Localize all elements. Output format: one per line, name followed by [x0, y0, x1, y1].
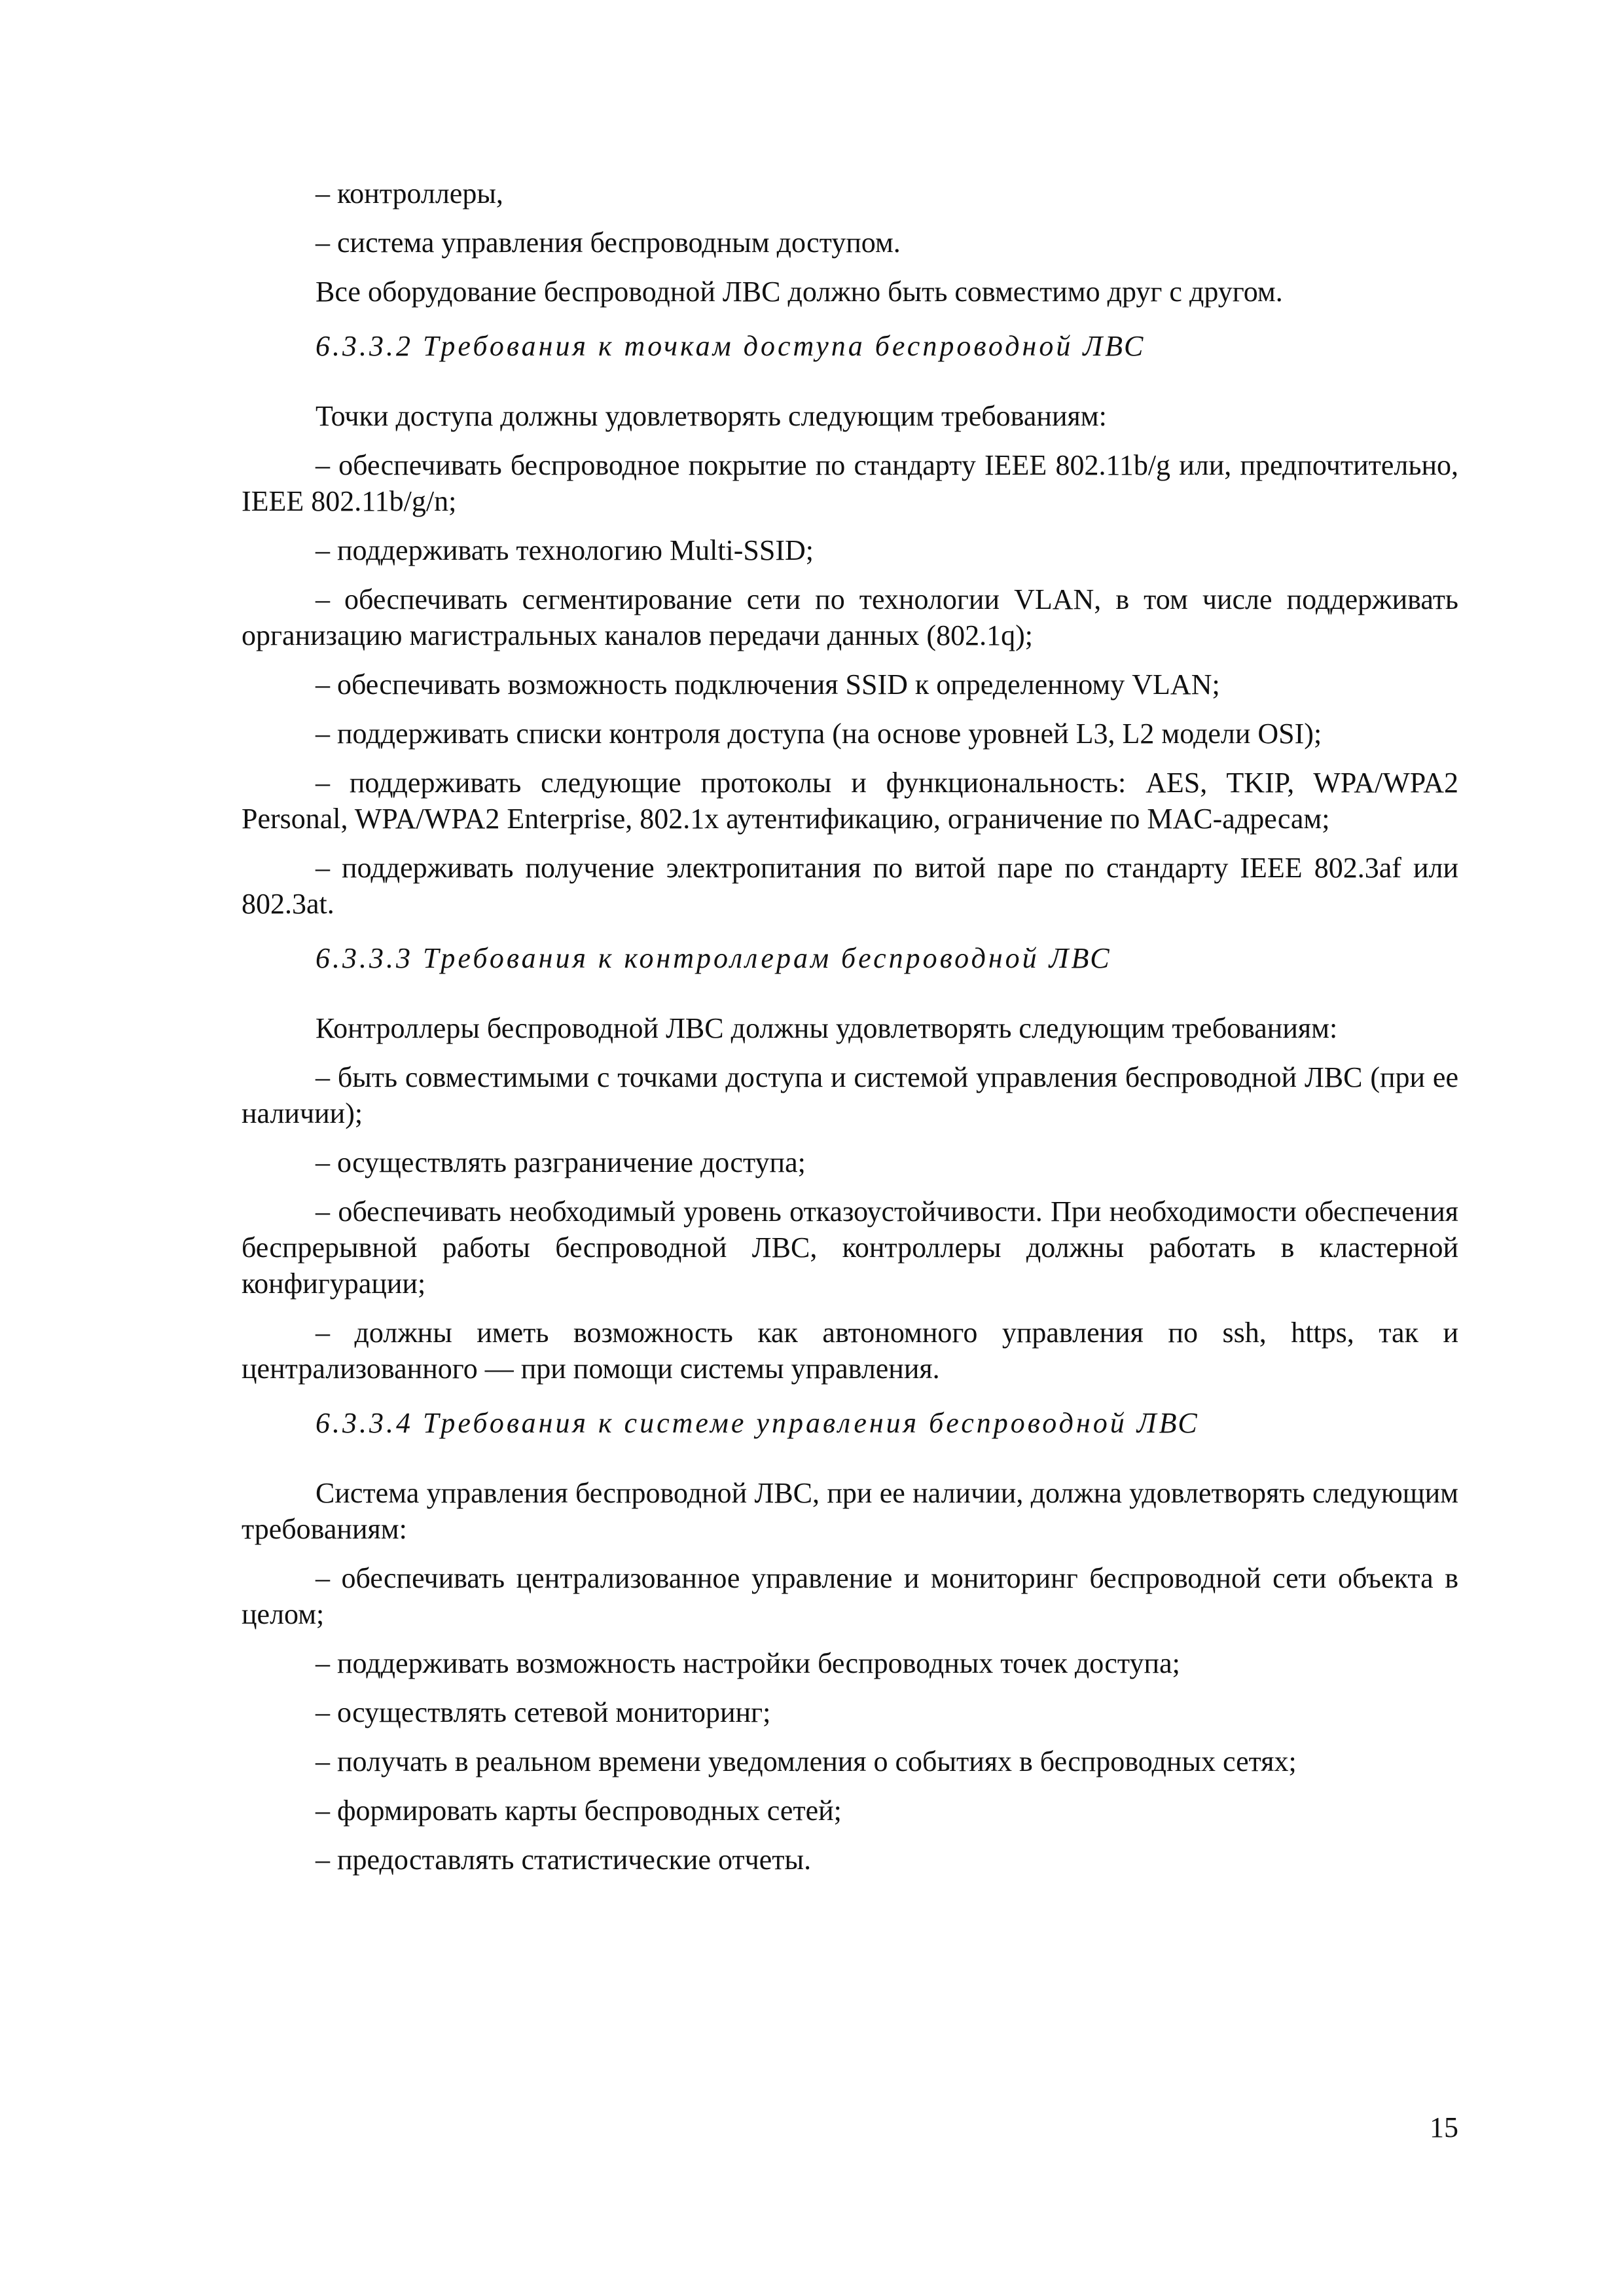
paragraph: Система управления беспроводной ЛВС, при ее наличии, должна удовлетворять следующим требованиям:: [242, 1477, 1458, 1545]
page-number: 15: [1430, 2111, 1458, 2143]
list-item: – осуществлять сетевой мониторинг;: [316, 1696, 771, 1728]
list-item: – обеспечивать беспроводное покрытие по стандарту IEEE 802.11b/g или, предпочтительно, IEEE 802.11b/g/n;: [242, 449, 1458, 517]
list-item: – поддерживать технологию Multi-SSID;: [316, 534, 814, 566]
list-item: – осуществлять разграничение доступа;: [316, 1146, 806, 1178]
paragraph: Все оборудование беспроводной ЛВС должно быть совместимо друг с другом.: [316, 276, 1283, 308]
section-heading-6-3-3-3: 6.3.3.3 Требования к контроллерам беспроводной ЛВС: [316, 942, 1112, 974]
list-item: – система управления беспроводным доступом.: [316, 227, 901, 259]
list-item: – получать в реальном времени уведомления о событиях в беспроводных сетях;: [316, 1745, 1297, 1777]
paragraph: Контроллеры беспроводной ЛВС должны удовлетворять следующим требованиям:: [316, 1012, 1338, 1044]
list-item: – поддерживать получение электропитания по витой паре по стандарту IEEE 802.3af или 802.3at.: [242, 852, 1458, 920]
list-item: – обеспечивать возможность подключения SSID к определенному VLAN;: [316, 668, 1220, 701]
list-item: – быть совместимыми с точками доступа и системой управления беспроводной ЛВС (при ее наличии);: [242, 1061, 1458, 1129]
page-content: [242, 175, 1458, 1891]
list-item: – обеспечивать централизованное управление и мониторинг беспроводной сети объекта в целом;: [242, 1562, 1458, 1630]
section-heading-6-3-3-4: 6.3.3.4 Требования к системе управления беспроводной ЛВС: [316, 1407, 1200, 1439]
list-item: – обеспечивать необходимый уровень отказоустойчивости. При необходимости обеспечения беспрерывной работы беспроводной ЛВС, контроллеры должны работать в кластерной конфигурации;: [242, 1195, 1458, 1300]
list-item: – поддерживать возможность настройки беспроводных точек доступа;: [316, 1647, 1180, 1679]
list-item: – формировать карты беспроводных сетей;: [316, 1795, 842, 1827]
list-item: – контроллеры,: [316, 177, 503, 210]
list-item: – должны иметь возможность как автономного управления по ssh, https, так и централизованного — при помощи системы управления.: [242, 1317, 1458, 1385]
list-item: – поддерживать списки контроля доступа (на основе уровней L3, L2 модели OSI);: [316, 718, 1322, 750]
list-item: – поддерживать следующие протоколы и функциональность: AES, TKIP, WPA/WPA2 Personal, WPA/WPA2 Enterprise, 802.1x аутентификацию, ограничение по MAC-адресам;: [242, 767, 1458, 835]
section-heading-6-3-3-2: 6.3.3.2 Требования к точкам доступа беспроводной ЛВС: [316, 330, 1146, 362]
list-item: – обеспечивать сегментирование сети по технологии VLAN, в том числе поддерживать организацию магистральных каналов передачи данных (802.1q);: [242, 583, 1458, 651]
paragraph: Точки доступа должны удовлетворять следующим требованиям:: [316, 400, 1107, 432]
list-item: – предоставлять статистические отчеты.: [316, 1844, 812, 1876]
